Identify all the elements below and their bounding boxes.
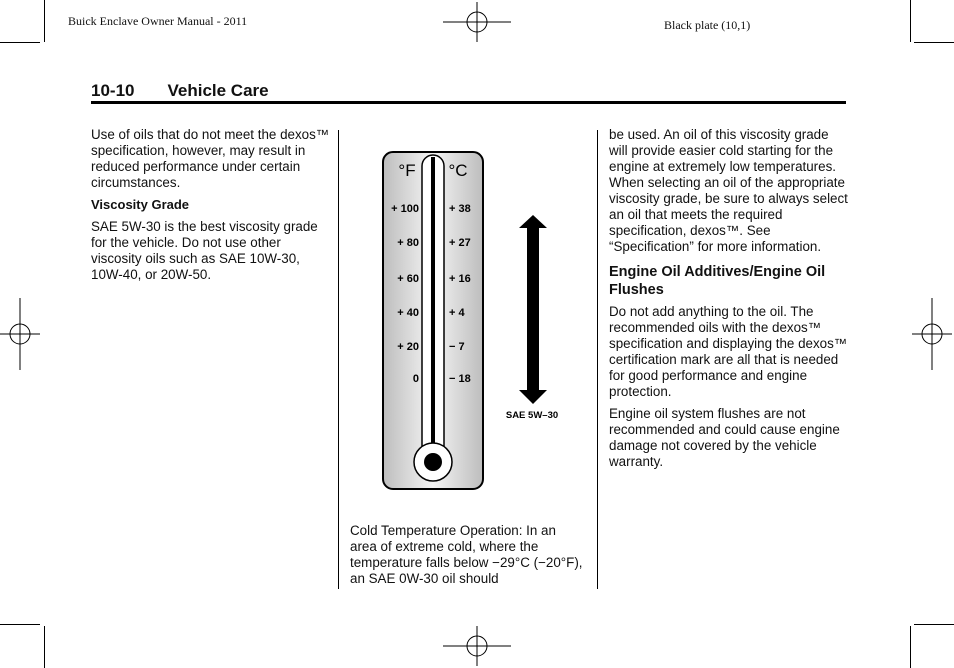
column-divider-1 bbox=[338, 130, 339, 589]
paragraph-dexos-performance: Use of oils that do not meet the dexos™ specification, however, may result in reduced performance under certain circumstances. bbox=[91, 127, 330, 190]
column-right bbox=[609, 127, 849, 476]
c-tick-label: + 16 bbox=[449, 273, 471, 285]
double-arrow-icon bbox=[519, 215, 547, 404]
section-header bbox=[91, 81, 269, 101]
fahrenheit-unit: °F bbox=[398, 161, 416, 180]
c-tick-label: + 27 bbox=[449, 237, 471, 249]
mercury-bulb bbox=[424, 453, 442, 471]
f-tick-label: + 80 bbox=[397, 237, 419, 249]
c-tick-label: − 18 bbox=[449, 373, 471, 385]
celsius-unit: °C bbox=[448, 161, 468, 180]
plate-label: Black plate (10,1) bbox=[664, 18, 751, 32]
f-tick-label: 0 bbox=[412, 373, 419, 385]
manual-title: Buick Enclave Owner Manual - 2011 bbox=[68, 14, 248, 28]
section-title: Vehicle Care bbox=[167, 81, 269, 100]
f-tick-label: + 100 bbox=[391, 203, 419, 215]
paragraph-viscosity: SAE 5W-30 is the best viscosity grade for the vehicle. Do not use other viscosity oils such as SAE 10W-30, 10W-40, or 20W-50. bbox=[91, 219, 318, 282]
heading-oil-additives: Engine Oil Additives/Engine Oil Flushes bbox=[609, 264, 826, 298]
subheading-viscosity-grade: Viscosity Grade bbox=[91, 197, 190, 212]
c-tick-label: − 7 bbox=[449, 341, 465, 353]
c-tick-label: + 4 bbox=[449, 307, 465, 319]
c-tick-label: + 38 bbox=[449, 203, 471, 215]
caption-cold-temperature: Cold Temperature Operation: In an area of extreme cold, where the temperature falls below −29°C (−20°F), an SAE 0W-30 oil should bbox=[350, 523, 583, 586]
paragraph-oil-flushes: Engine oil system flushes are not recommended and could cause engine damage not covered by the vehicle warranty. bbox=[609, 406, 840, 469]
column-left bbox=[91, 127, 331, 289]
viscosity-range-arrow bbox=[505, 212, 565, 422]
f-tick-label: + 40 bbox=[397, 307, 419, 319]
f-tick-label: + 20 bbox=[397, 341, 419, 353]
column-middle bbox=[350, 523, 585, 593]
page-number: 10-10 bbox=[91, 81, 135, 100]
header-rule bbox=[91, 101, 846, 104]
column-divider-2 bbox=[597, 130, 598, 589]
paragraph-no-additives: Do not add anything to the oil. The recommended oils with the dexos™ specification and displaying the dexos™ certification mark are all that is needed for good performance and engine protection. bbox=[609, 304, 848, 399]
paragraph-viscosity-continued: be used. An oil of this viscosity grade will provide easier cold starting for the engine at extremely low temperatures. When selecting an oil of the appropriate viscosity grade, be sure to always select an oil that meets the required specification, dexos™. See “Specification” for more information. bbox=[609, 127, 848, 254]
range-label: SAE 5W–30 bbox=[505, 410, 559, 421]
f-tick-label: + 60 bbox=[397, 273, 419, 285]
mercury-column bbox=[431, 157, 435, 457]
